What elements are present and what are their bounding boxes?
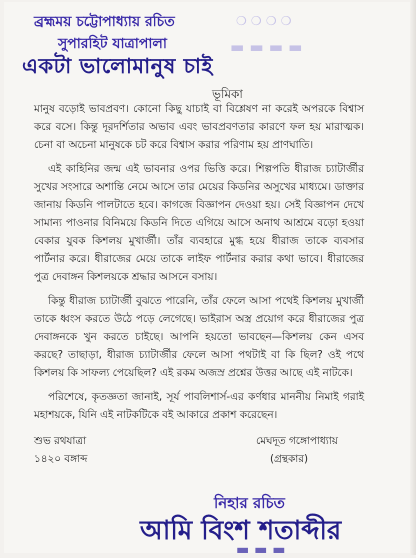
section-label: ভূমিকা	[212, 87, 243, 101]
author-name: মেঘদূত গঙ্গোপাধ্যায়	[256, 435, 338, 447]
book-page	[4, 2, 412, 558]
preface-paragraph: মানুষ বড়োই ভাবপ্রবণ। কোনো কিছু যাচাই বা বিশ্লেষণ না করেই অপরকে বিশ্বাস করে বসে। কিন্তু দূরদর্শিতার অভাব এবং ভাবপ্রবণতার কারণে ফল হয় মারাত্মক। চেনা বা অচেনা মানুষকে চট করে বিশ্বাস করার পরিণাম হয় প্রাণঘাতি।	[34, 103, 364, 151]
signature-author	[256, 432, 338, 468]
preface-paragraph: পরিশেষে, কৃতজ্ঞতা জানাই, সূর্য পাবলিশার্স-এর কর্ণধার মাননীয় নিমাই গরাই মহাশয়কে, যিনি এই নাটকটিকে বই আকারে প্রকাশ করেছেন।	[34, 391, 364, 421]
series-line: সুপারহিট যাত্রাপালা	[58, 36, 167, 52]
year: ১৪২০ বঙ্গাব্দ	[34, 453, 88, 465]
author-role: (গ্রন্থকার)	[270, 453, 309, 465]
author-line: ব্রহ্মময় চট্টোপাধ্যায় রচিত	[34, 14, 175, 30]
preface-paragraph: কিন্তু ধীরাজ চ্যাটার্জী বুঝতে পারেনি, তাঁর ফেলে আসা পথেই কিশলয় মুখার্জী তাকে ধ্বংস করতে উঠে পড়ে লেগেছে। ভাইরাস অস্ত্র প্রয়োগ করে ধীরাজের পুত্র দেবাঙ্গনকে খুন করতে চাইছে। আপনি হয়তো ভাবছেন—কিশলয় কেন এসব করছে? তাছাড়া, ধীরাজ চ্যাটার্জীর ফেলে আসা পথটাই বা কি ছিল? ওই পথে কিশলয় কি সাফল্য পেয়েছিল? এই রকম অজস্র প্রশ্নের উত্তর আছে এই নাটকে।	[34, 295, 364, 379]
signature-date	[34, 432, 87, 468]
play-title: একটা ভালোমানুষ চাই	[22, 54, 213, 78]
bleed-through-text-2: ▬ ▬ ▬ ▬	[230, 38, 303, 56]
preface-body	[34, 100, 364, 430]
footer-author-line: নিহার রচিত	[214, 494, 285, 512]
footer-title: আমি বিংশ শতাব্দীর	[140, 516, 342, 546]
bleed-through-text-3: ▬ ▬ ▬	[236, 542, 286, 558]
occasion: শুভ রথযাত্রা	[34, 435, 87, 447]
page-edge	[410, 0, 416, 555]
bleed-through-text: ❍ ❍ ❍ ❍	[236, 14, 292, 28]
preface-paragraph: এই কাহিনির জন্ম এই ভাবনার ওপর ভিত্তি করে। শিল্পপতি ধীরাজ চ্যাটার্জীর সুখের সংসারে অশান্তি নেমে আসে তার মেয়ের কিডনির অসুখের মাধ্যমে। ডাক্তার জানায় কিডনি পালটাতে হবে। কাগজে বিজ্ঞাপন দেওয়া হয়। সেই বিজ্ঞাপন দেখে সামান্য পাওনার বিনিময়ে কিডনি দিতে এগিয়ে আসে অনাথ আশ্রমে বড়ো হওয়া বেকার যুবক কিশলয় মুখার্জী। তাঁর ব্যবহারে মুগ্ধ হয়ে ধীরাজ তাকে ব্যবসার পার্টনার করে। ধীরাজের মেয়ে তাকে লাইফ পার্টনার করার কথা ভাবে। ধীরাজের পুত্র দেবাঙ্গন কিশলয়কে শ্রদ্ধার আসনে বসায়।	[34, 163, 364, 283]
